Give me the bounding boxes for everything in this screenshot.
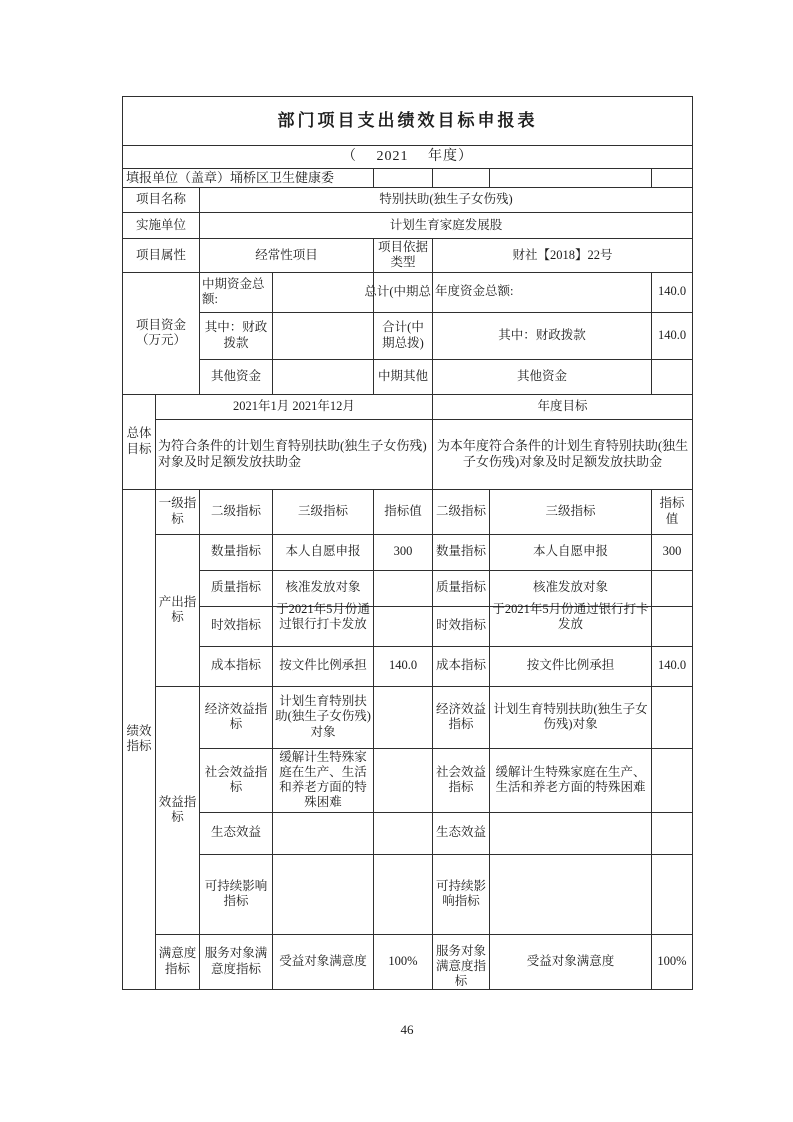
overflowing-text: 于2021年5月份通过银行打卡发放 bbox=[492, 601, 649, 631]
value-mid bbox=[374, 812, 433, 854]
value-annual bbox=[652, 606, 693, 646]
value-annual bbox=[652, 748, 693, 812]
overflowing-text: 服务对象满意度指标 bbox=[435, 943, 486, 989]
level2-mid: 质量指标 bbox=[200, 570, 273, 606]
value-annual: 100% bbox=[652, 934, 693, 989]
value-annual bbox=[652, 854, 693, 934]
indicator-row-quality bbox=[123, 570, 693, 606]
indicator-row-social bbox=[123, 748, 693, 812]
level3-mid: 受益对象满意度 bbox=[273, 934, 374, 989]
level3-mid bbox=[273, 812, 374, 854]
unit-row-empty-cell bbox=[374, 169, 433, 188]
header-level3-annual: 三级指标 bbox=[490, 489, 652, 534]
overall-goal-label: 总体目标 bbox=[123, 394, 156, 489]
header-level1: 一级指标 bbox=[156, 489, 200, 534]
funding-annual-other-value bbox=[652, 359, 693, 394]
funding-annual-total-label: 年度资金总额: bbox=[433, 272, 652, 312]
level3-mid: 计划生育特别扶助(独生子女伤残)对象 bbox=[273, 686, 374, 748]
level2-mid: 社会效益指标 bbox=[200, 748, 273, 812]
value-mid bbox=[374, 686, 433, 748]
level3-annual: 缓解计生特殊家庭在生产、生活和养老方面的特殊困难 bbox=[490, 748, 652, 812]
level2-mid: 经济效益指标 bbox=[200, 686, 273, 748]
value-mid: 100% bbox=[374, 934, 433, 989]
level3-mid: 本人自愿申报 bbox=[273, 534, 374, 570]
funding-mid-subtotal-label: 合计(中期总拨) bbox=[374, 312, 433, 359]
level3-annual: 核准发放对象 bbox=[490, 570, 652, 606]
value-mid: 300 bbox=[374, 534, 433, 570]
header-value-annual: 指标值 bbox=[652, 489, 693, 534]
benefit-indicator-group-label: 效益指标 bbox=[156, 686, 200, 934]
project-basis-label: 项目依据类型 bbox=[374, 239, 433, 273]
form-sheet bbox=[122, 96, 692, 990]
implementing-unit-label: 实施单位 bbox=[123, 213, 200, 239]
project-attribute-value: 经常性项目 bbox=[200, 239, 374, 273]
level2-annual: 质量指标 bbox=[433, 570, 490, 606]
level3-mid bbox=[273, 601, 374, 646]
clipped-text: 总计(中期总 bbox=[364, 284, 431, 299]
project-attribute-label: 项目属性 bbox=[123, 239, 200, 273]
funding-annual-other-label: 其他资金 bbox=[433, 359, 652, 394]
indicator-row-sustainability bbox=[123, 854, 693, 934]
implementing-unit-value: 计划生育家庭发展股 bbox=[200, 213, 693, 239]
header-level2-annual: 二级指标 bbox=[433, 489, 490, 534]
annual-goal-text: 为本年度符合条件的计划生育特别扶助(独生子女伤残)对象及时足额发放扶助金 bbox=[433, 419, 693, 489]
overall-goal-content-row bbox=[123, 419, 693, 489]
level2-annual: 数量指标 bbox=[433, 534, 490, 570]
project-basis-value: 财社【2018】22号 bbox=[433, 239, 693, 273]
unit-row-empty-cell bbox=[652, 169, 693, 188]
value-mid: 140.0 bbox=[374, 646, 433, 686]
level2-mid: 可持续影响指标 bbox=[200, 854, 273, 934]
level2-mid: 时效指标 bbox=[200, 606, 273, 646]
unit-row-empty-cell bbox=[433, 169, 490, 188]
header-level3-mid: 三级指标 bbox=[273, 489, 374, 534]
value-mid bbox=[374, 748, 433, 812]
funding-section-label: 项目资金（万元） bbox=[123, 272, 200, 394]
project-name-row bbox=[123, 188, 693, 213]
level2-annual bbox=[433, 934, 490, 989]
year-row bbox=[123, 146, 693, 169]
page-title: 部门项目支出绩效目标申报表 bbox=[123, 97, 693, 146]
level3-annual bbox=[490, 854, 652, 934]
level3-annual: 受益对象满意度 bbox=[490, 934, 652, 989]
value-annual: 140.0 bbox=[652, 646, 693, 686]
level3-mid: 按文件比例承担 bbox=[273, 646, 374, 686]
funding-row-other bbox=[123, 359, 693, 394]
value-annual bbox=[652, 570, 693, 606]
year-line: （ 2021 年度） bbox=[123, 146, 693, 169]
level3-annual bbox=[490, 601, 652, 646]
indicator-header-row bbox=[123, 489, 693, 534]
value-mid bbox=[374, 606, 433, 646]
level2-annual: 生态效益 bbox=[433, 812, 490, 854]
annual-goal-header: 年度目标 bbox=[433, 394, 693, 419]
level3-mid: 缓解计生特殊家庭在生产、生活和养老方面的特殊困难 bbox=[273, 748, 374, 812]
funding-mid-total-label: 中期资金总额: bbox=[200, 272, 273, 312]
reporting-unit-row bbox=[123, 169, 693, 188]
level3-annual: 本人自愿申报 bbox=[490, 534, 652, 570]
value-annual bbox=[652, 812, 693, 854]
indicator-row-cost bbox=[123, 646, 693, 686]
level2-mid: 数量指标 bbox=[200, 534, 273, 570]
project-name-value: 特别扶助(独生子女伤残) bbox=[200, 188, 693, 213]
funding-mid-other-value bbox=[273, 359, 374, 394]
title-row bbox=[123, 97, 693, 146]
implementing-unit-row bbox=[123, 213, 693, 239]
indicator-row-timeliness bbox=[123, 606, 693, 646]
project-attribute-row bbox=[123, 239, 693, 273]
funding-row-total bbox=[123, 272, 693, 312]
level3-annual: 按文件比例承担 bbox=[490, 646, 652, 686]
level2-mid: 成本指标 bbox=[200, 646, 273, 686]
level3-annual: 计划生育特别扶助(独生子女伤残)对象 bbox=[490, 686, 652, 748]
funding-mid-fiscal-label: 其中：财政拨款 bbox=[200, 312, 273, 359]
value-annual bbox=[652, 686, 693, 748]
funding-mid-grand-total-label bbox=[364, 272, 433, 312]
overall-goal-header-row bbox=[123, 394, 693, 419]
mid-period-goal-text: 为符合条件的计划生育特别扶助(独生子女伤残)对象及时足额发放扶助金 bbox=[156, 419, 433, 489]
indicator-row-satisfaction bbox=[123, 934, 693, 989]
level2-annual: 成本指标 bbox=[433, 646, 490, 686]
output-indicator-group-label: 产出指标 bbox=[156, 534, 200, 686]
funding-mid-other-period-label: 中期其他 bbox=[374, 359, 433, 394]
header-value-mid: 指标值 bbox=[374, 489, 433, 534]
overflowing-text: 于2021年5月份通过银行打卡发放 bbox=[276, 601, 370, 631]
level2-mid: 服务对象满意度指标 bbox=[200, 934, 273, 989]
reporting-unit-line: 填报单位（盖章）埇桥区卫生健康委 bbox=[123, 169, 374, 188]
page-number: 46 bbox=[400, 1022, 414, 1037]
unit-row-empty-cell bbox=[490, 169, 652, 188]
value-mid bbox=[374, 570, 433, 606]
satisfaction-group-label: 满意度指标 bbox=[156, 934, 200, 989]
level2-mid: 生态效益 bbox=[200, 812, 273, 854]
level3-mid: 核准发放对象 bbox=[273, 570, 374, 606]
indicator-row-quantity bbox=[123, 534, 693, 570]
level2-annual: 社会效益指标 bbox=[433, 748, 490, 812]
funding-annual-total-value: 140.0 bbox=[652, 272, 693, 312]
funding-mid-other-label: 其他资金 bbox=[200, 359, 273, 394]
declaration-table bbox=[122, 96, 693, 990]
mid-period-header: 2021年1月 2021年12月 bbox=[156, 394, 433, 419]
level2-annual: 可持续影响指标 bbox=[433, 854, 490, 934]
funding-annual-fiscal-value: 140.0 bbox=[652, 312, 693, 359]
level3-annual bbox=[490, 812, 652, 854]
indicator-row-economic bbox=[123, 686, 693, 748]
funding-mid-fiscal-value bbox=[273, 312, 374, 359]
project-name-label: 项目名称 bbox=[123, 188, 200, 213]
funding-mid-total-value bbox=[273, 272, 374, 312]
header-level2-mid: 二级指标 bbox=[200, 489, 273, 534]
funding-row-fiscal bbox=[123, 312, 693, 359]
level3-mid bbox=[273, 854, 374, 934]
value-annual: 300 bbox=[652, 534, 693, 570]
performance-section-label: 绩效指标 bbox=[123, 489, 156, 989]
level2-annual: 时效指标 bbox=[433, 606, 490, 646]
funding-annual-fiscal-label: 其中：财政拨款 bbox=[433, 312, 652, 359]
value-mid bbox=[374, 854, 433, 934]
indicator-row-ecological bbox=[123, 812, 693, 854]
level2-annual: 经济效益指标 bbox=[433, 686, 490, 748]
